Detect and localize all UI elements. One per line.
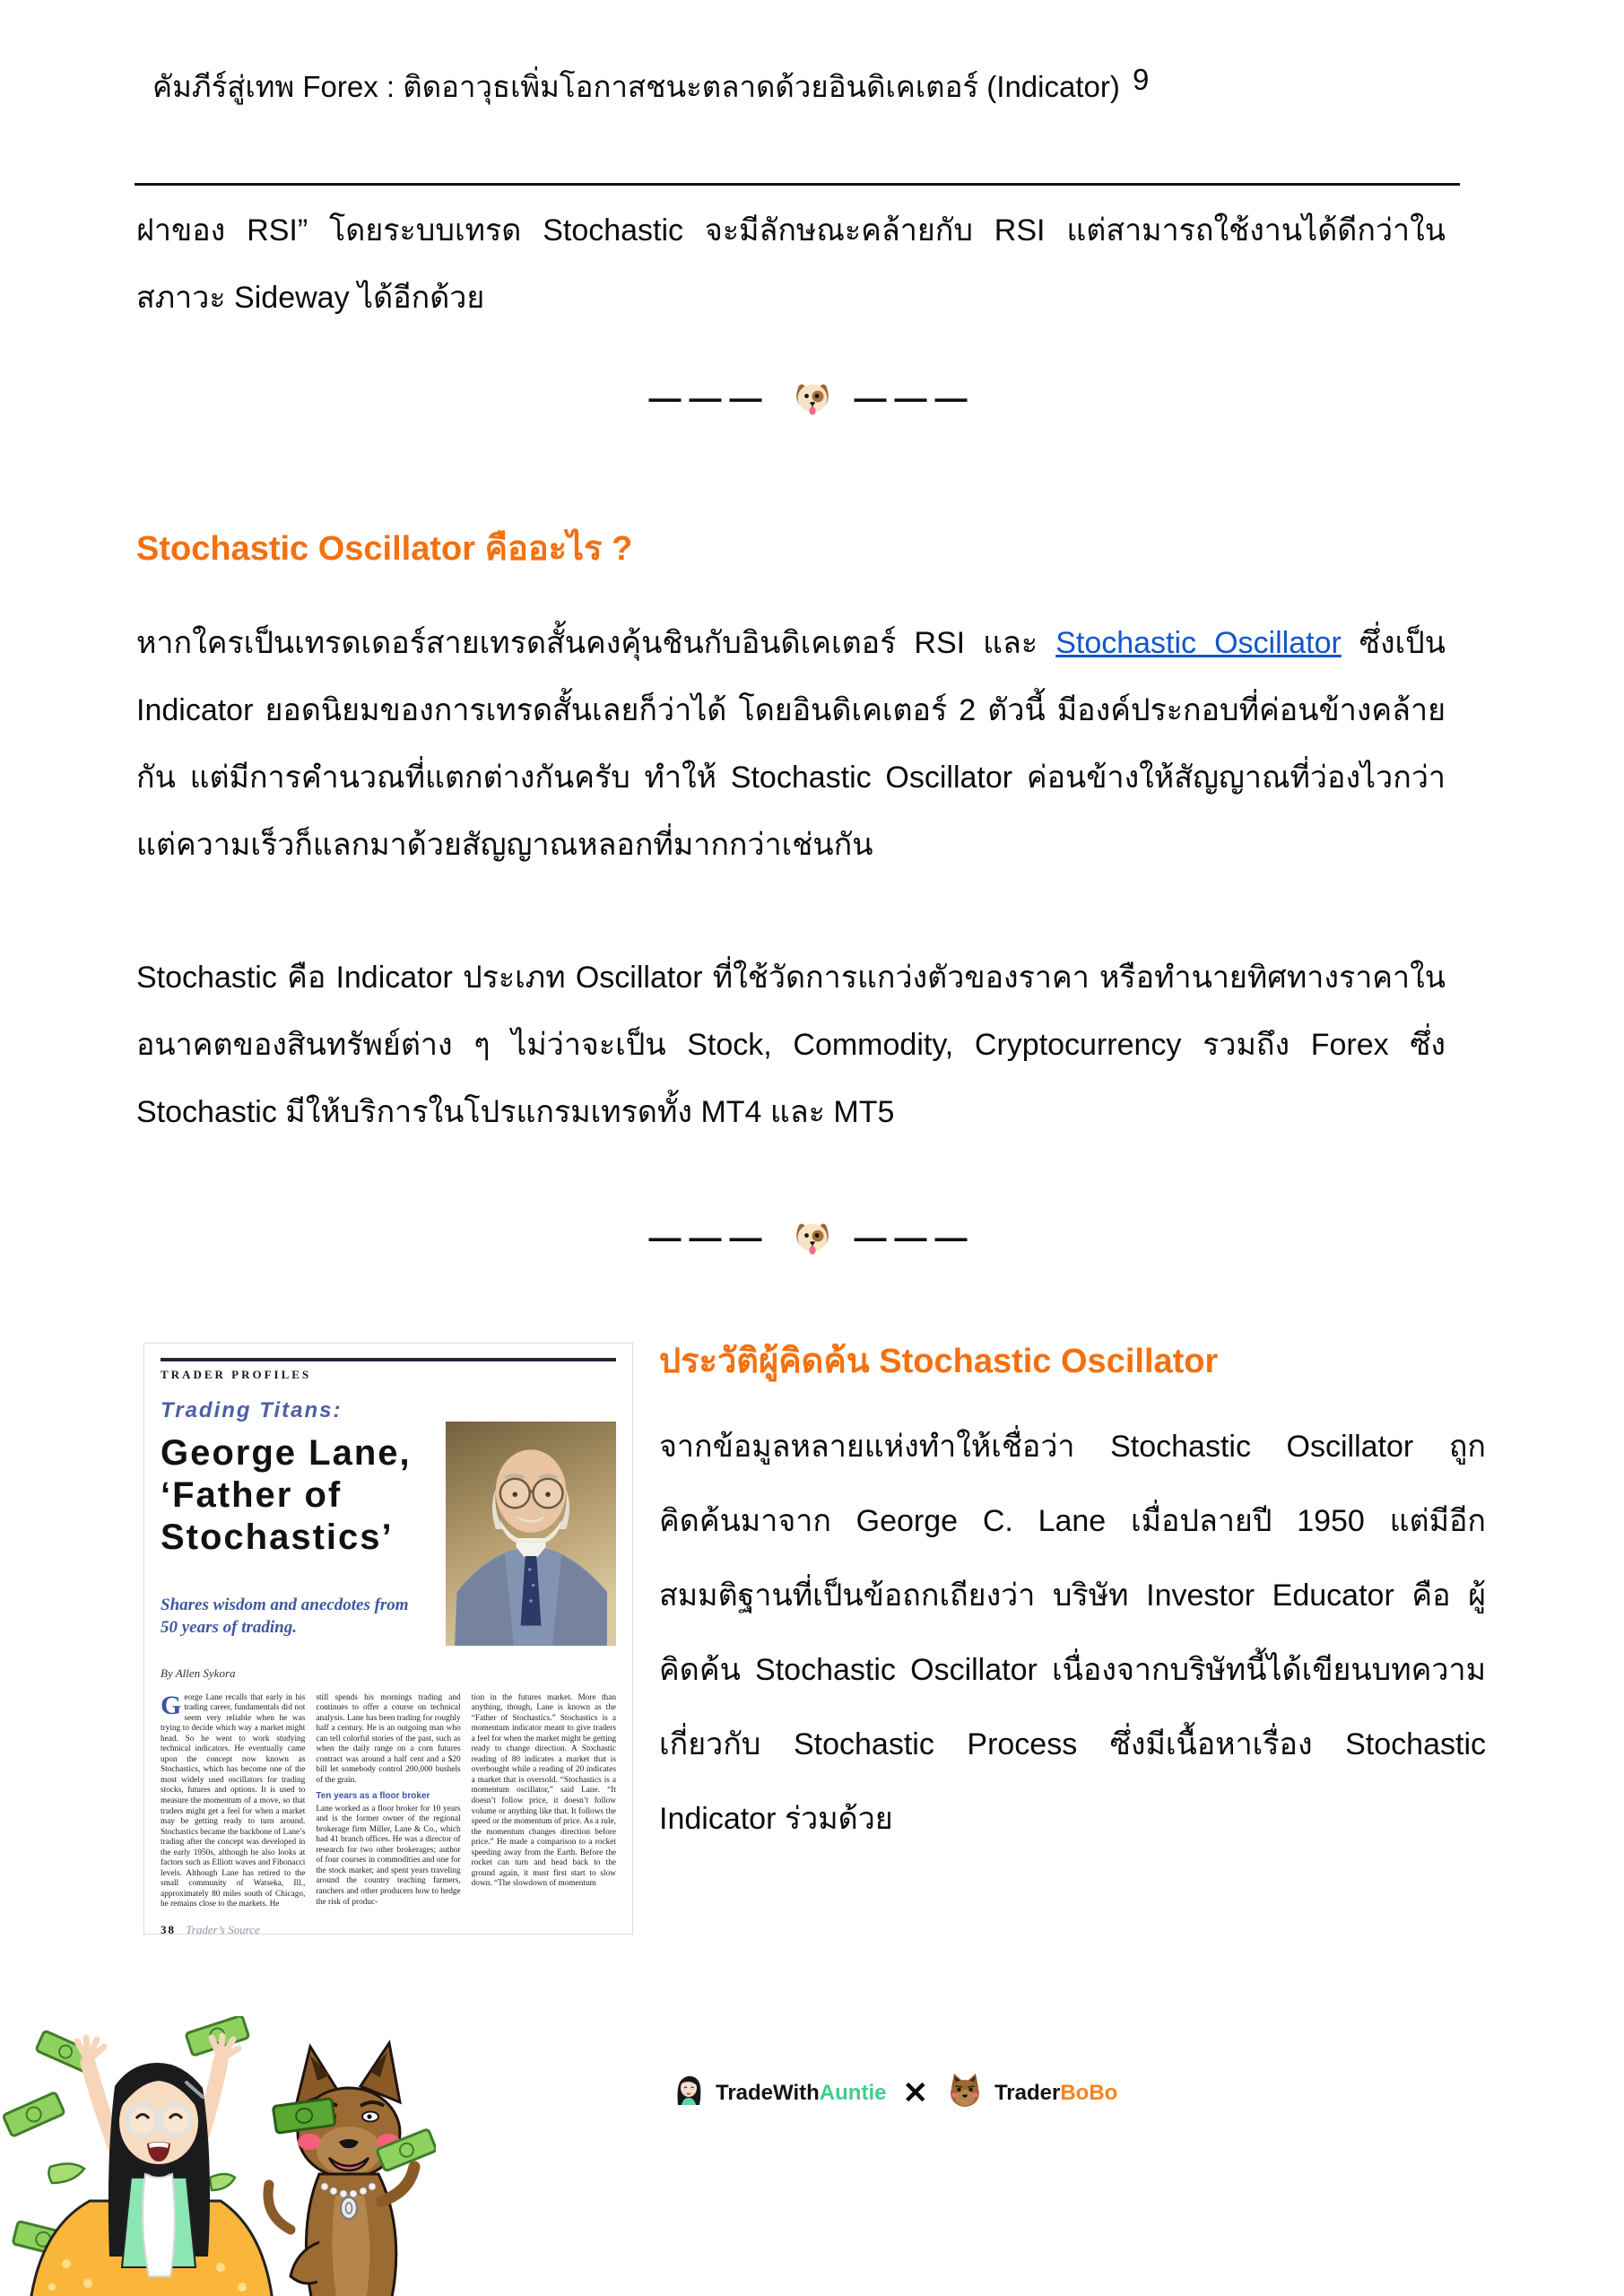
- magazine-source-name: Trader’s Source: [186, 1922, 260, 1935]
- stochastic-oscillator-link[interactable]: Stochastic Oscillator: [1055, 626, 1342, 660]
- celebration-illustration: [0, 2016, 436, 2296]
- tradewithauntie-logo: [716, 2081, 886, 2106]
- magazine-column-2: [316, 1693, 460, 1910]
- magazine-byline: By Allen Sykora: [161, 1665, 236, 1680]
- paragraph-text: หากใครเป็นเทรดเดอร์สายเทรดสั้นคงคุ้นชินกับอินดิเคเตอร์ RSI และ: [136, 626, 1056, 660]
- magazine-column-text: Lane worked as a floor broker for 10 years and is the former owner of the regional brokerage firm Miller, Lane & Co., which had 41 branch offices. He was a director of research for two other brokerages; author of four courses in commodities and one for the stock market; and spent years traveling around the country teaching farmers, ranchers and other producers how to hedge the risk of produc-: [316, 1804, 461, 1907]
- magazine-top-rule: [161, 1358, 616, 1361]
- brand-text-green: Auntie: [819, 2080, 887, 2105]
- dog-face-icon: [792, 378, 833, 418]
- brand-text-black: Trader: [994, 2080, 1061, 2105]
- george-lane-photo: [446, 1422, 616, 1646]
- auntie-avatar-icon: [671, 2073, 707, 2113]
- footer-brand-bar: [671, 2070, 1117, 2116]
- brand-text-black: TradeWith: [716, 2080, 820, 2105]
- magazine-column-text: still spends his mornings trading and continues to offer a course on technical analysis. Lane has been trading for roughly half a century. He is an outgoing man who can tell colorful stories of the past, such as when the daily range on a corn futures contract was around a half cent and a $20 bill let somebody control 200,000 bushels of the grain.: [316, 1692, 461, 1785]
- magazine-kicker: TRADER PROFILES: [161, 1368, 312, 1381]
- traderbobo-logo: [994, 2081, 1117, 2106]
- magazine-clipping: [143, 1343, 633, 1935]
- collab-x-icon: ✕: [902, 2075, 928, 2110]
- section-divider: [0, 378, 1624, 418]
- magazine-series-title: Trading Titans:: [161, 1398, 343, 1422]
- divider-dashes-left: ———: [648, 1219, 770, 1256]
- section2-heading: ประวัติผู้คิดค้น Stochastic Oscillator: [659, 1343, 1219, 1380]
- magazine-page-number: 38: [161, 1922, 176, 1935]
- section1-paragraph1: [136, 610, 1446, 879]
- divider-dashes-right: ———: [854, 379, 976, 416]
- brand-text-orange: BoBo: [1060, 2080, 1118, 2105]
- intro-paragraph: ฝาของ RSI” โดยระบบเทรด Stochastic จะมีลักษณะคล้ายกับ RSI แต่สามารถใช้งานได้ดีกว่าใน สภาวะ Sideway ได้อีกด้วย: [136, 213, 1446, 315]
- dog-face-icon: [792, 1218, 833, 1257]
- magazine-title: George Lane, ‘Father of Stochastics’: [161, 1433, 412, 1558]
- section-divider: [0, 1218, 1624, 1257]
- divider-dashes-right: ———: [854, 1219, 976, 1256]
- magazine-column-text: eorge Lane recalls that early in his trading career, fundamentals did not seem very reliable when he was trying to decide which way a market might head. So he went to work studying technical indicators. He eventually came upon the concept now known as Stochastics, which has become one of the most widely used oscillators for trading stocks, futures and options. It is used to measure the momentum of a move, so that traders might get a feel for when a market may be getting ready to turn around. Stochastics became the backbone of Lane’s trading after the concept was developed in the early 1950s, although he also looks at factors such as Elliott waves and Fibonacci levels. Although Lane has retired to the small community of Watseka, Ill., approximately 80 miles south of Chicago, he remains close to the markets. He: [161, 1692, 306, 1909]
- magazine-column-1: [161, 1690, 306, 1910]
- header-title: คัมภีร์สู่เทพ Forex : ติดอาวุธเพิ่มโอกาสชนะตลาดด้วยอินดิเคเตอร์ (Indicator): [152, 70, 1120, 103]
- paragraph-text: ซึ่งเป็น Indicator ยอดนิยมของการเทรดสั้นเลยก็ว่าได้ โดยอินดิเคเตอร์ 2 ตัวนี้ มีองค์ประกอบที่ค่อนข้างคล้ายกัน แต่มีการคำนวณที่แตกต่างกันครับ ทำให้ Stochastic Oscillator ค่อนข้างให้สัญญาณที่ว่องไวกว่า แต่ความเร็วก็แลกมาด้วยสัญญาณหลอกที่มากกว่าเช่นกัน: [136, 626, 1446, 862]
- magazine-subtitle: Shares wisdom and anecdotes from 50 years of trading.: [161, 1595, 409, 1638]
- page-number: 9: [1133, 63, 1150, 96]
- section2-paragraph: จากข้อมูลหลายแห่งทำให้เชื่อว่า Stochastic Oscillator ถูกคิดค้นมาจาก George C. Lane เมื่อปลายปี 1950 แต่มีอีกสมมติฐานที่เป็นข้อถกเถียงว่า บริษัท Investor Educator คือ ผู้คิดค้น Stochastic Oscillator เนื่องจากบริษัทนี้ได้เขียนบทความเกี่ยวกับ Stochastic Process ซึ่งมีเนื้อหาเรื่อง Stochastic Indicator ร่วมด้วย: [659, 1430, 1486, 1836]
- section1-heading: Stochastic Oscillator คืออะไร ?: [136, 530, 633, 568]
- magazine-column-3: tion in the futures market. More than anything, though, Lane is known as the “Father of Stochastics.” Stochastics is a momentum indicator meant to give traders a feel for when the market might be getting ready to change direction. A Stochastic reading of 80 indicates a market that is overbought while a reading of 20 indicates a market that is oversold. “Stochastics is a momentum oscillator,” said Lane. “It doesn’t follow price, it doesn’t follow volume or anything like that. It follows the speed or the momentum of price. As a rule, the momentum changes direction before price.” He made a comparison to a rocket speeding away from the Earth. Before the rocket can turn and head back to the ground again, it must first start to slow down. “The slowdown of momentum: [471, 1692, 616, 1889]
- magazine-page-footer: [161, 1923, 616, 1935]
- bobo-avatar-icon: [944, 2070, 986, 2116]
- divider-dashes-left: ———: [648, 379, 770, 416]
- header-rule: [135, 183, 1460, 186]
- section1-paragraph2: Stochastic คือ Indicator ประเภท Oscillator ที่ใช้วัดการแกว่งตัวของราคา หรือทำนายทิศทางราคาในอนาคตของสินทรัพย์ต่าง ๆ ไม่ว่าจะเป็น Stock, Commodity, Cryptocurrency รวมถึง Forex ซึ่ง Stochastic มีให้บริการในโปรแกรมเทรดทั้ง MT4 และ MT5: [136, 961, 1446, 1129]
- magazine-dropcap: G: [161, 1690, 182, 1720]
- magazine-subhead: Ten years as a floor broker: [316, 1791, 430, 1802]
